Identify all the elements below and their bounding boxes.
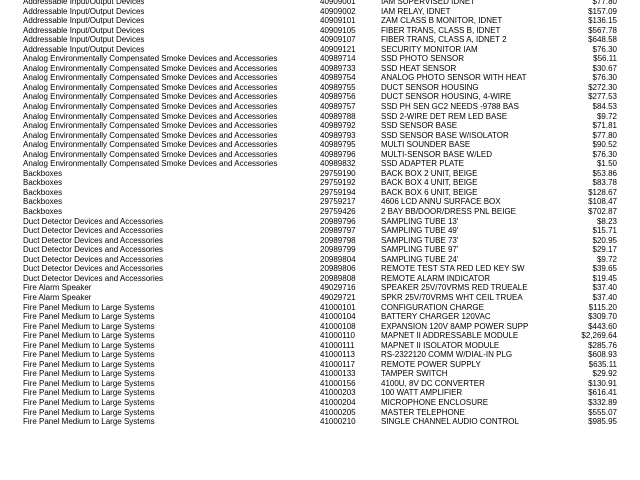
- price-cell: $77.80: [592, 130, 617, 140]
- part-number-cell: 20989797: [320, 226, 356, 236]
- price-cell: $19.45: [592, 273, 617, 283]
- price-cell: $83.78: [592, 178, 617, 188]
- table-row: [0, 7, 640, 17]
- table-row: [0, 207, 640, 217]
- part-number-cell: 41000117: [320, 359, 355, 369]
- description-cell: SPKR 25V/70VRMS WHT CEIL TRUEA: [381, 292, 523, 302]
- description-cell: IAM SUPERVISED IDNET: [381, 0, 476, 6]
- price-cell: $272.30: [588, 82, 617, 92]
- price-cell: $37.40: [592, 292, 617, 302]
- category-cell: Fire Panel Medium to Large Systems: [23, 378, 155, 388]
- price-cell: $130.91: [588, 378, 617, 388]
- description-cell: REMOTE TEST STA RED LED KEY SW: [381, 264, 525, 274]
- price-cell: $29.17: [592, 245, 617, 255]
- description-cell: FIBER TRANS, CLASS A, IDNET 2: [381, 35, 507, 45]
- part-number-cell: 40989795: [320, 140, 356, 150]
- category-cell: Fire Panel Medium to Large Systems: [23, 321, 155, 331]
- price-cell: $555.07: [588, 407, 617, 417]
- table-row: [0, 245, 640, 255]
- table-row: [0, 197, 640, 207]
- description-cell: SSD SENSOR BASE W/ISOLATOR: [381, 130, 509, 140]
- description-cell: MAPNET II ISOLATOR MODULE: [381, 340, 500, 350]
- category-cell: Backboxes: [23, 197, 63, 207]
- category-cell: Analog Environmentally Compensated Smoke Devices and Accessories: [23, 149, 278, 159]
- table-row: [0, 255, 640, 265]
- part-number-cell: 40909001: [320, 0, 356, 6]
- table-row: [0, 331, 640, 341]
- description-cell: MAPNET II ADDRESSABLE MODULE: [381, 331, 519, 341]
- price-cell: $128.67: [588, 187, 617, 197]
- description-cell: ANALOG PHOTO SENSOR WITH HEAT: [381, 73, 527, 83]
- table-row: [0, 236, 640, 246]
- table-row: [0, 159, 640, 169]
- price-cell: $616.41: [588, 388, 617, 398]
- price-cell: $1.50: [596, 159, 617, 169]
- description-cell: 4606 LCD ANNU SURFACE BOX: [381, 197, 501, 207]
- part-number-cell: 20989806: [320, 264, 356, 274]
- part-number-cell: 29759217: [320, 197, 356, 207]
- description-cell: DUCT SENSOR HOUSING: [381, 82, 479, 92]
- part-number-cell: 29759192: [320, 178, 356, 188]
- part-number-cell: 41000113: [320, 350, 355, 360]
- table-row: [0, 54, 640, 64]
- part-number-cell: 40909105: [320, 25, 356, 35]
- category-cell: Fire Panel Medium to Large Systems: [23, 312, 155, 322]
- description-cell: SECURITY MONITOR IAM: [381, 44, 478, 54]
- price-cell: $53.86: [592, 168, 617, 178]
- table-row: [0, 217, 640, 227]
- part-number-cell: 41000110: [320, 331, 355, 341]
- part-number-cell: 41000133: [320, 369, 356, 379]
- part-number-cell: 40989757: [320, 102, 356, 112]
- table-row: [0, 417, 640, 427]
- price-cell: $108.47: [588, 197, 617, 207]
- part-number-cell: 29759190: [320, 168, 356, 178]
- table-row: [0, 303, 640, 313]
- description-cell: EXPANSION 120V 8AMP POWER SUPP: [381, 321, 529, 331]
- category-cell: Analog Environmentally Compensated Smoke Devices and Accessories: [23, 111, 278, 121]
- part-number-cell: 41000210: [320, 417, 356, 427]
- part-number-cell: 41000205: [320, 407, 356, 417]
- category-cell: Fire Panel Medium to Large Systems: [23, 331, 155, 341]
- description-cell: MICROPHONE ENCLOSURE: [381, 397, 489, 407]
- table-row: [0, 26, 640, 36]
- part-number-cell: 40989754: [320, 73, 356, 83]
- table-row: [0, 178, 640, 188]
- price-cell: $56.11: [593, 54, 617, 64]
- category-cell: Backboxes: [23, 187, 63, 197]
- price-cell: $84.53: [592, 102, 617, 112]
- category-cell: Duct Detector Devices and Accessories: [23, 254, 164, 264]
- part-number-cell: 40989788: [320, 111, 356, 121]
- category-cell: Analog Environmentally Compensated Smoke Devices and Accessories: [23, 140, 278, 150]
- table-row: [0, 121, 640, 131]
- part-number-cell: 20989804: [320, 254, 356, 264]
- price-cell: $37.40: [592, 283, 617, 293]
- part-number-cell: 41000156: [320, 378, 356, 388]
- part-number-cell: 29759194: [320, 187, 356, 197]
- price-cell: $702.87: [588, 207, 617, 217]
- description-cell: REMOTE ALARM INDICATOR: [381, 273, 491, 283]
- part-number-cell: 29759426: [320, 207, 356, 217]
- table-row: [0, 140, 640, 150]
- price-cell: $71.81: [592, 121, 617, 131]
- category-cell: Fire Alarm Speaker: [23, 292, 92, 302]
- part-number-cell: 49029721: [320, 292, 356, 302]
- description-cell: IAM RELAY, IDNET: [381, 6, 451, 16]
- part-number-cell: 20989796: [320, 216, 356, 226]
- description-cell: DUCT SENSOR HOUSING, 4-WIRE: [381, 92, 512, 102]
- description-cell: 4100U, 8V DC CONVERTER: [381, 378, 485, 388]
- category-cell: Fire Panel Medium to Large Systems: [23, 302, 155, 312]
- price-cell: $635.11: [588, 359, 617, 369]
- description-cell: ZAM CLASS B MONITOR, IDNET: [381, 16, 503, 26]
- part-number-cell: 41000204: [320, 397, 356, 407]
- price-cell: $8.23: [596, 216, 617, 226]
- table-row: [0, 64, 640, 74]
- table-row: [0, 92, 640, 102]
- category-cell: Analog Environmentally Compensated Smoke Devices and Accessories: [23, 159, 278, 169]
- description-cell: SSD SENSOR BASE: [381, 121, 458, 131]
- price-cell: $309.70: [588, 312, 617, 322]
- price-cell: $76.30: [592, 73, 617, 83]
- category-cell: Analog Environmentally Compensated Smoke Devices and Accessories: [23, 130, 278, 140]
- price-cell: $2,269.64: [581, 331, 617, 341]
- category-cell: Fire Panel Medium to Large Systems: [23, 417, 155, 427]
- description-cell: SAMPLING TUBE 97': [381, 245, 459, 255]
- table-row: [0, 322, 640, 332]
- part-number-cell: 20989799: [320, 245, 356, 255]
- description-cell: MASTER TELEPHONE: [381, 407, 465, 417]
- part-number-cell: 40989792: [320, 121, 356, 131]
- price-cell: $30.67: [592, 63, 617, 73]
- category-cell: Addressable Input/Output Devices: [23, 0, 145, 6]
- category-cell: Duct Detector Devices and Accessories: [23, 264, 164, 274]
- price-cell: $136.15: [588, 16, 617, 26]
- part-number-cell: 41000108: [320, 321, 356, 331]
- description-cell: SINGLE CHANNEL AUDIO CONTROL: [381, 417, 519, 427]
- category-cell: Backboxes: [23, 168, 63, 178]
- part-number-cell: 41000101: [320, 302, 356, 312]
- category-cell: Fire Panel Medium to Large Systems: [23, 407, 155, 417]
- table-row: [0, 398, 640, 408]
- part-number-cell: 40989755: [320, 82, 356, 92]
- category-cell: Fire Panel Medium to Large Systems: [23, 340, 155, 350]
- table-row: [0, 379, 640, 389]
- description-cell: TAMPER SWITCH: [381, 369, 448, 379]
- description-cell: 2 BAY BB/DOOR/DRESS PNL BEIGE: [381, 207, 517, 217]
- price-cell: $29.92: [592, 369, 617, 379]
- price-cell: $157.09: [588, 6, 617, 16]
- table-row: [0, 283, 640, 293]
- category-cell: Addressable Input/Output Devices: [23, 25, 145, 35]
- price-cell: $76.30: [592, 149, 617, 159]
- table-row: [0, 264, 640, 274]
- part-number-cell: 41000104: [320, 312, 356, 322]
- price-cell: $9.72: [596, 111, 617, 121]
- description-cell: SSD 2-WIRE DET REM LED BASE: [381, 111, 508, 121]
- price-cell: $648.58: [588, 35, 617, 45]
- category-cell: Fire Panel Medium to Large Systems: [23, 369, 155, 379]
- part-number-cell: 40909107: [320, 35, 356, 45]
- table-row: [0, 35, 640, 45]
- price-cell: $332.89: [588, 397, 617, 407]
- table-row: [0, 150, 640, 160]
- category-cell: Addressable Input/Output Devices: [23, 16, 145, 26]
- category-cell: Analog Environmentally Compensated Smoke Devices and Accessories: [23, 82, 278, 92]
- part-number-cell: 40989756: [320, 92, 356, 102]
- category-cell: Fire Panel Medium to Large Systems: [23, 388, 155, 398]
- description-cell: MULTI-SENSOR BASE W/LED: [381, 149, 492, 159]
- table-row: [0, 131, 640, 141]
- table-row: [0, 83, 640, 93]
- part-number-cell: 49029716: [320, 283, 356, 293]
- price-cell: $15.71: [592, 226, 617, 236]
- description-cell: REMOTE POWER SUPPLY: [381, 359, 481, 369]
- category-cell: Backboxes: [23, 178, 63, 188]
- category-cell: Duct Detector Devices and Accessories: [23, 226, 164, 236]
- description-cell: BACK BOX 4 UNIT, BEIGE: [381, 178, 478, 188]
- description-cell: SAMPLING TUBE 24': [381, 254, 459, 264]
- table-row: [0, 188, 640, 198]
- category-cell: Fire Panel Medium to Large Systems: [23, 350, 155, 360]
- part-number-cell: 40909002: [320, 6, 356, 16]
- price-cell: $443.60: [588, 321, 617, 331]
- price-cell: $277.53: [588, 92, 617, 102]
- description-cell: SAMPLING TUBE 13': [381, 216, 459, 226]
- table-row: [0, 341, 640, 351]
- description-cell: SSD PH SEN GC2 NEEDS -9788 BAS: [381, 102, 519, 112]
- description-cell: CONFIGURATION CHARGE: [381, 302, 484, 312]
- price-cell: $9.72: [596, 254, 617, 264]
- category-cell: Addressable Input/Output Devices: [23, 6, 145, 16]
- price-cell: $90.52: [592, 140, 617, 150]
- part-number-cell: 40989793: [320, 130, 356, 140]
- table-row: [0, 274, 640, 284]
- part-number-cell: 41000111: [320, 340, 355, 350]
- table-row: [0, 73, 640, 83]
- table-row: [0, 102, 640, 112]
- description-cell: BATTERY CHARGER 120VAC: [381, 312, 491, 322]
- part-number-cell: 40989832: [320, 159, 356, 169]
- part-number-cell: 20989798: [320, 235, 356, 245]
- description-cell: 100 WATT AMPLIFIER: [381, 388, 463, 398]
- description-cell: SAMPLING TUBE 49': [381, 226, 459, 236]
- category-cell: Analog Environmentally Compensated Smoke Devices and Accessories: [23, 92, 278, 102]
- category-cell: Analog Environmentally Compensated Smoke Devices and Accessories: [23, 102, 278, 112]
- part-number-cell: 41000203: [320, 388, 356, 398]
- price-cell: $76.30: [592, 44, 617, 54]
- price-cell: $285.76: [588, 340, 617, 350]
- description-cell: SAMPLING TUBE 73': [381, 235, 459, 245]
- description-cell: BACK BOX 6 UNIT, BEIGE: [381, 187, 478, 197]
- part-number-cell: 40989733: [320, 63, 356, 73]
- price-cell: $115.20: [588, 302, 617, 312]
- category-cell: Analog Environmentally Compensated Smoke Devices and Accessories: [23, 121, 278, 131]
- part-number-cell: 40989714: [320, 54, 356, 64]
- description-cell: SSD HEAT SENSOR: [381, 63, 457, 73]
- price-cell: $608.93: [588, 350, 617, 360]
- table-row: [0, 408, 640, 418]
- table-row: [0, 350, 640, 360]
- price-cell: $567.78: [588, 25, 617, 35]
- table-row: [0, 169, 640, 179]
- price-cell: $39.65: [592, 264, 617, 274]
- description-cell: BACK BOX 2 UNIT, BEIGE: [381, 168, 478, 178]
- part-number-cell: 40909101: [320, 16, 356, 26]
- category-cell: Addressable Input/Output Devices: [23, 44, 145, 54]
- category-cell: Duct Detector Devices and Accessories: [23, 245, 164, 255]
- category-cell: Backboxes: [23, 207, 63, 217]
- price-cell: $20.95: [592, 235, 617, 245]
- table-row: [0, 369, 640, 379]
- description-cell: SSD PHOTO SENSOR: [381, 54, 464, 64]
- description-cell: FIBER TRANS, CLASS B, IDNET: [381, 25, 501, 35]
- part-number-cell: 40989796: [320, 149, 356, 159]
- price-cell: $77.80: [592, 0, 617, 6]
- category-cell: Analog Environmentally Compensated Smoke Devices and Accessories: [23, 63, 278, 73]
- table-row: [0, 388, 640, 398]
- category-cell: Addressable Input/Output Devices: [23, 35, 145, 45]
- table-row: [0, 112, 640, 122]
- category-cell: Fire Panel Medium to Large Systems: [23, 397, 155, 407]
- category-cell: Analog Environmentally Compensated Smoke Devices and Accessories: [23, 73, 278, 83]
- table-row: [0, 360, 640, 370]
- category-cell: Fire Panel Medium to Large Systems: [23, 359, 155, 369]
- part-number-cell: 20989808: [320, 273, 356, 283]
- table-row: [0, 226, 640, 236]
- table-row: [0, 45, 640, 55]
- description-cell: MULTI SOUNDER BASE: [381, 140, 471, 150]
- price-cell: $985.95: [588, 417, 617, 427]
- category-cell: Duct Detector Devices and Accessories: [23, 273, 164, 283]
- category-cell: Duct Detector Devices and Accessories: [23, 235, 164, 245]
- category-cell: Analog Environmentally Compensated Smoke Devices and Accessories: [23, 54, 278, 64]
- table-row: [0, 312, 640, 322]
- part-number-cell: 40909121: [320, 44, 356, 54]
- category-cell: Duct Detector Devices and Accessories: [23, 216, 164, 226]
- table-row: [0, 293, 640, 303]
- category-cell: Fire Alarm Speaker: [23, 283, 92, 293]
- description-cell: RS-2322120 COMM W/DIAL-IN PLG: [381, 350, 513, 360]
- description-cell: SPEAKER 25V/70VRMS RED TRUEALE: [381, 283, 528, 293]
- table-row: [0, 16, 640, 26]
- description-cell: SSD ADAPTER PLATE: [381, 159, 464, 169]
